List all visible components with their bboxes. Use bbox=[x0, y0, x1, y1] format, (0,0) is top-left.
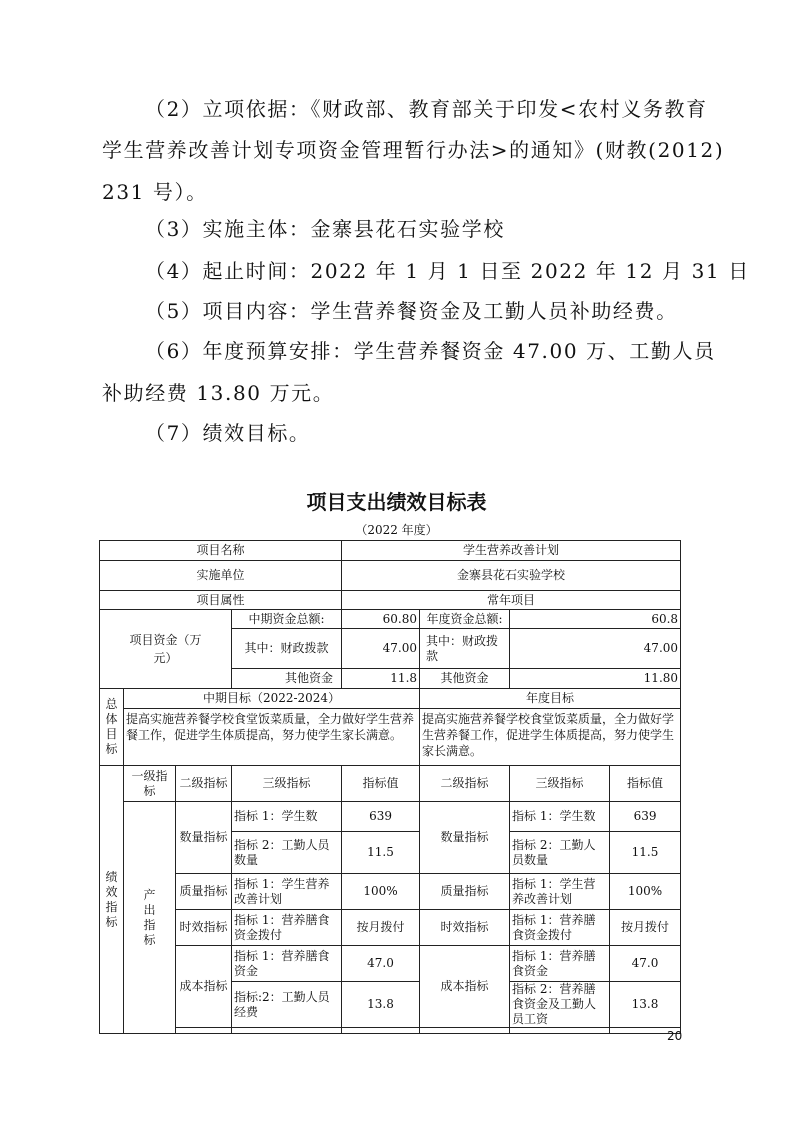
indicator-name: 指标 1：学生数 bbox=[232, 802, 342, 832]
table-row bbox=[100, 802, 681, 832]
year-group-cost: 成本指标 bbox=[420, 946, 510, 1028]
table-row bbox=[100, 591, 681, 610]
year-indicator-name: 指标 1：营养膳食资金 bbox=[510, 946, 610, 982]
year-indicator-value: 47.0 bbox=[610, 946, 681, 982]
filler-cell bbox=[342, 1028, 420, 1034]
indicator-name: 指标 2：工勤人员数量 bbox=[232, 832, 342, 874]
year-indicator-value: 639 bbox=[610, 802, 681, 832]
year-goal-label: 年度目标 bbox=[420, 689, 681, 709]
unit-label: 实施单位 bbox=[100, 561, 342, 591]
indicator-value: 100% bbox=[342, 874, 420, 910]
table-row bbox=[100, 709, 681, 766]
year-indicator-name: 指标 2：营养膳食资金及工勤人员工资 bbox=[510, 982, 610, 1028]
output-label-text: 产出指标 bbox=[143, 887, 156, 947]
year-group-quality: 质量指标 bbox=[420, 874, 510, 910]
indicator-name: 指标:2：工勤人员经费 bbox=[232, 982, 342, 1028]
mid-other-value: 11.8 bbox=[342, 669, 420, 689]
table-subtitle: （2022 年度） bbox=[355, 523, 438, 537]
attr-value: 常年项目 bbox=[342, 591, 681, 610]
year-level3-header: 三级指标 bbox=[510, 766, 610, 802]
indicator-section-label bbox=[100, 766, 124, 1034]
project-name-value: 学生营养改善计划 bbox=[342, 541, 681, 561]
mid-goal-text: 提高实施营养餐学校食堂饭菜质量，全力做好学生营养餐工作，促进学生体质提高，努力使学生家长满意。 bbox=[124, 709, 420, 766]
indicator-name: 指标 1：学生营养改善计划 bbox=[232, 874, 342, 910]
goal-section-text: 总体目标 bbox=[105, 697, 118, 756]
indicator-value: 11.5 bbox=[342, 832, 420, 874]
mid-goal-label: 中期目标（2022-2024） bbox=[124, 689, 420, 709]
unit-value: 金寨县花石实验学校 bbox=[342, 561, 681, 591]
indicator-value: 按月拨付 bbox=[342, 910, 420, 946]
value-header: 指标值 bbox=[342, 766, 420, 802]
paragraph-6: （5）项目内容：学生营养餐资金及工勤人员补助经费。 bbox=[145, 299, 678, 323]
goal-section-label bbox=[100, 689, 124, 766]
table-row bbox=[100, 610, 681, 629]
mid-total-label: 中期资金总额: bbox=[232, 610, 342, 629]
filler-cell bbox=[420, 1028, 510, 1034]
group-timeliness: 时效指标 bbox=[176, 910, 232, 946]
table-row bbox=[100, 946, 681, 982]
filler-cell bbox=[176, 1028, 232, 1034]
indicator-section-text: 绩效指标 bbox=[105, 869, 118, 929]
table-row bbox=[100, 689, 681, 709]
year-indicator-name: 指标 1：学生数 bbox=[510, 802, 610, 832]
funds-label-text: 项目资金（万元） bbox=[129, 633, 202, 665]
year-group-timeliness: 时效指标 bbox=[420, 910, 510, 946]
level3-header: 三级指标 bbox=[232, 766, 342, 802]
year-indicator-name: 指标 1：营养膳食资金拨付 bbox=[510, 910, 610, 946]
level1-header: 一级指标 bbox=[124, 766, 176, 802]
table-row bbox=[100, 541, 681, 561]
year-indicator-value: 11.5 bbox=[610, 832, 681, 874]
paragraph-9: （7）绩效目标。 bbox=[145, 421, 311, 445]
page-number: 20 bbox=[667, 1029, 683, 1043]
paragraph-2: 学生营养改善计划专项资金管理暂行办法>的通知》(财教(2012) bbox=[102, 138, 725, 162]
group-quality: 质量指标 bbox=[176, 874, 232, 910]
output-label bbox=[124, 802, 176, 1034]
filler-cell bbox=[510, 1028, 610, 1034]
indicator-value: 13.8 bbox=[342, 982, 420, 1028]
performance-table bbox=[99, 540, 681, 1034]
year-fiscal-value: 47.00 bbox=[510, 629, 681, 669]
year-indicator-value: 100% bbox=[610, 874, 681, 910]
table-row bbox=[100, 910, 681, 946]
paragraph-8: 补助经费 13.80 万元。 bbox=[102, 381, 335, 405]
paragraph-1: （2）立项依据：《财政部、教育部关于印发<农村义务教育 bbox=[145, 97, 708, 121]
year-indicator-value: 13.8 bbox=[610, 982, 681, 1028]
group-cost: 成本指标 bbox=[176, 946, 232, 1028]
indicator-name: 指标 1：营养膳食资金拨付 bbox=[232, 910, 342, 946]
group-quantity: 数量指标 bbox=[176, 802, 232, 874]
year-indicator-value: 按月拨付 bbox=[610, 910, 681, 946]
funds-label bbox=[100, 610, 232, 689]
indicator-name: 指标 1：营养膳食资金 bbox=[232, 946, 342, 982]
year-other-value: 11.80 bbox=[510, 669, 681, 689]
mid-fiscal-label: 其中：财政拨款 bbox=[232, 629, 342, 669]
year-value-header: 指标值 bbox=[610, 766, 681, 802]
year-fiscal-label: 其中：财政拨款 bbox=[420, 629, 510, 669]
table-row bbox=[100, 874, 681, 910]
year-other-label: 其他资金 bbox=[420, 669, 510, 689]
year-level2-header: 二级指标 bbox=[420, 766, 510, 802]
project-name-label: 项目名称 bbox=[100, 541, 342, 561]
paragraph-3: 231 号）。 bbox=[102, 180, 208, 204]
year-total-value: 60.8 bbox=[510, 610, 681, 629]
table-row-filler bbox=[100, 1028, 681, 1034]
year-goal-text: 提高实施营养餐学校食堂饭菜质量，全力做好学生营养餐工作，促进学生体质提高，努力使学生家长满意。 bbox=[420, 709, 681, 766]
year-total-label: 年度资金总额: bbox=[420, 610, 510, 629]
paragraph-5: （4）起止时间：2022 年 1 月 1 日至 2022 年 12 月 31 日 bbox=[145, 259, 750, 283]
paragraph-4: （3）实施主体：金寨县花石实验学校 bbox=[145, 217, 505, 241]
indicator-value: 47.0 bbox=[342, 946, 420, 982]
year-indicator-name: 指标 1：学生营养改善计划 bbox=[510, 874, 610, 910]
year-indicator-name: 指标 2：工勤人员数量 bbox=[510, 832, 610, 874]
table-row bbox=[100, 766, 681, 802]
indicator-value: 639 bbox=[342, 802, 420, 832]
filler-cell bbox=[232, 1028, 342, 1034]
paragraph-7: （6）年度预算安排：学生营养餐资金 47.00 万、工勤人员 bbox=[145, 339, 716, 363]
mid-total-value: 60.80 bbox=[342, 610, 420, 629]
level2-header: 二级指标 bbox=[176, 766, 232, 802]
year-group-quantity: 数量指标 bbox=[420, 802, 510, 874]
attr-label: 项目属性 bbox=[100, 591, 342, 610]
mid-other-label: 其他资金 bbox=[232, 669, 342, 689]
table-row bbox=[100, 561, 681, 591]
table-title: 项目支出绩效目标表 bbox=[306, 490, 487, 514]
mid-fiscal-value: 47.00 bbox=[342, 629, 420, 669]
